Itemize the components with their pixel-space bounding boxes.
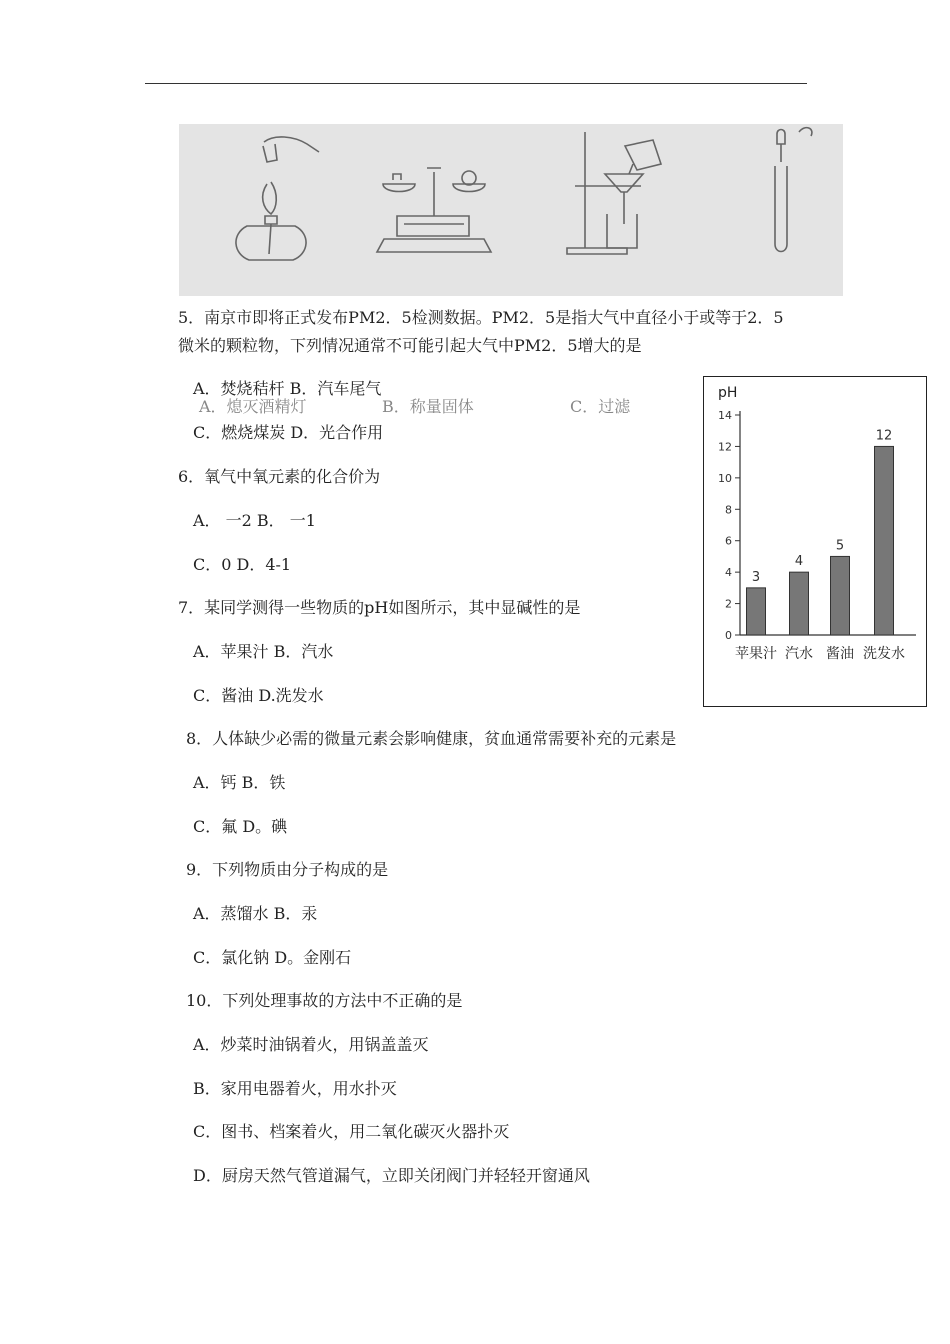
y-tick-label: 8 (725, 503, 732, 517)
dropper (777, 130, 785, 163)
ph-chart (703, 376, 927, 707)
bar-data-label: 4 (794, 554, 804, 570)
balance-base (377, 239, 491, 252)
x-category-label: 苹果汁 (735, 646, 777, 662)
y-tick-label: 14 (718, 409, 732, 422)
q7-stem: 7．某同学测得一些物质的pH如图所示，其中显碱性的是 (178, 598, 581, 617)
stand-base (567, 248, 627, 254)
y-tick-label: 12 (718, 440, 732, 454)
bar-data-label: 12 (875, 428, 893, 444)
q6-options-cd: C．0 D．4-1 (193, 555, 292, 574)
lab-apparatus-drawings (179, 124, 843, 296)
q5-options-ab: A．焚烧秸杆 B．汽车尾气 (193, 379, 382, 398)
hand-outline (264, 137, 319, 152)
caption-c: C．过滤 (570, 397, 631, 416)
y-tick-label: 4 (725, 566, 732, 580)
caption-b: B．称量固体 (382, 397, 474, 416)
q10-option-a: A．炒菜时油锅着火，用锅盖盖灭 (193, 1035, 429, 1054)
y-tick-label: 2 (725, 597, 732, 611)
y-tick-label: 6 (725, 534, 732, 548)
bar-3 (875, 446, 894, 635)
dropper-bulb (799, 128, 812, 136)
lamp-wick (269, 224, 271, 254)
y-tick-label: 0 (725, 629, 732, 642)
q8-stem: 8．人体缺少必需的微量元素会影响健康，贫血通常需要补充的元素是 (186, 729, 677, 748)
q5-stem-line1: 5．南京市即将正式发布PM2．5检测数据。PM2．5是指大气中直径小于或等于2．5 (178, 308, 784, 327)
q10-option-d: D．厨房天然气管道漏气，立即关闭阀门并轻轻开窗通风 (193, 1166, 590, 1185)
q9-stem: 9．下列物质由分子构成的是 (186, 860, 389, 879)
solid-sample (462, 171, 476, 185)
q10-option-c: C．图书、档案着火，用二氧化碳灭火器扑灭 (193, 1122, 510, 1141)
x-category-label: 酱油 (826, 646, 854, 662)
flame (263, 182, 277, 214)
bar-data-label: 3 (751, 569, 761, 585)
glass-rod (629, 164, 633, 174)
left-pan (383, 184, 415, 192)
funnel (605, 174, 643, 192)
balance-beam-box (397, 216, 469, 236)
bar-0 (747, 588, 766, 635)
bar-2 (831, 556, 850, 635)
q6-stem: 6．氧气中氧元素的化合价为 (178, 467, 381, 486)
ph-chart-svg (704, 377, 926, 706)
x-category-label: 洗发水 (863, 646, 905, 662)
weight (393, 174, 401, 180)
y-tick-label: 10 (718, 471, 732, 485)
caption-a: A．熄灭酒精灯 (199, 397, 307, 416)
q5-stem-line2: 微米的颗粒物，下列情况通常不可能引起大气中PM2．5增大的是 (178, 336, 642, 355)
q8-options-cd: C．氟 D。碘 (193, 817, 288, 836)
lamp-neck (265, 216, 277, 224)
q7-options-ab: A．苹果汁 B．汽水 (193, 642, 334, 661)
q6-options-ab: A． 一2 B． 一1 (193, 511, 316, 530)
beaker (607, 214, 637, 248)
q10-option-b: B．家用电器着火，用水扑灭 (193, 1079, 397, 1098)
q9-options-ab: A．蒸馏水 B．汞 (193, 904, 318, 923)
q10-stem: 10．下列处理事故的方法中不正确的是 (186, 991, 463, 1010)
q9-options-cd: C．氯化钠 D。金刚石 (193, 948, 352, 967)
q5-options-cd: C．燃烧煤炭 D．光合作用 (193, 423, 384, 442)
bar-data-label: 5 (835, 538, 845, 554)
q8-options-ab: A．钙 B．铁 (193, 773, 286, 792)
test-tube (775, 166, 787, 252)
q7-options-cd: C．酱油 D.洗发水 (193, 686, 324, 705)
balance-pillar (427, 168, 441, 216)
lamp-cap (263, 144, 277, 162)
y-axis-label: pH (718, 385, 738, 401)
pouring-beaker (625, 140, 661, 170)
header-rule (145, 83, 807, 84)
x-category-label: 汽水 (785, 646, 813, 662)
bar-1 (790, 572, 809, 635)
